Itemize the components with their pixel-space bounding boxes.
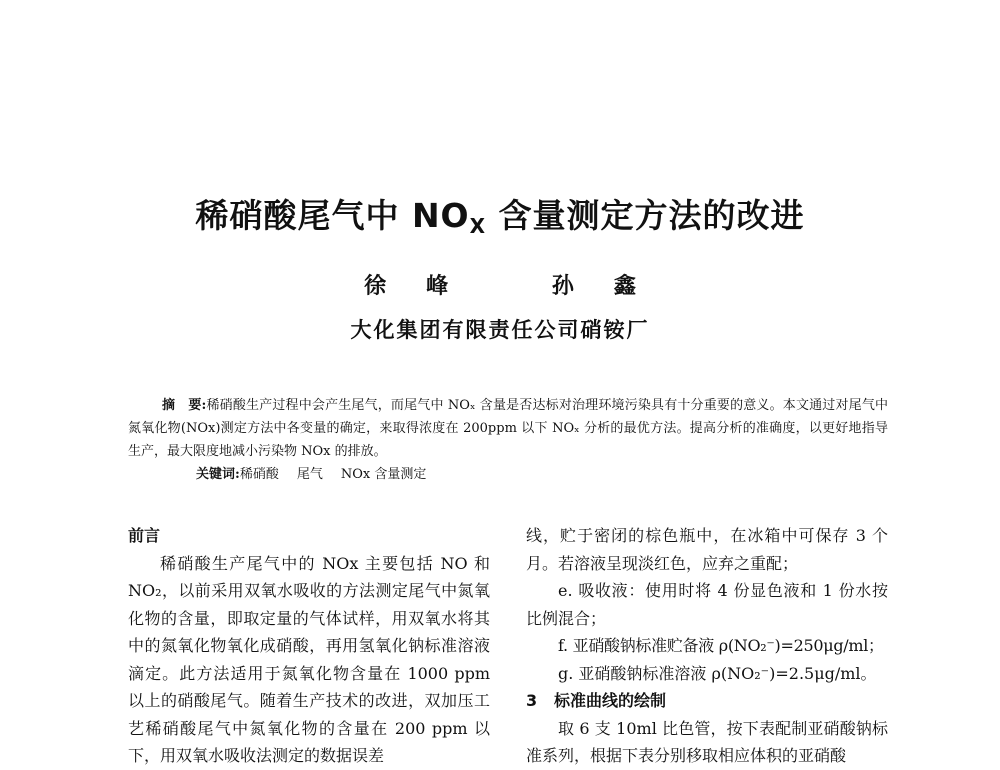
title-subscript: X [469, 214, 487, 238]
authors [0, 272, 1000, 300]
keyword-3: NOx 含量测定 [340, 467, 427, 482]
abstract-text: 稀硝酸生产过程中会产生尾气，而尾气中 NOₓ 含量是否达标对治理环境污染具有十分重要的意义。本文通过对尾气中氮氧化物(NOx)测定方法中各变量的确定，来取得浓度在 200ppm 以下 NOₓ 分析的最优方法。提高分析的准确度，以更好地指导生产，最大限度地减小污染物 NOx 的排放。 [128, 398, 888, 459]
author-2: 孙鑫 [551, 273, 676, 299]
abstract-label: 摘 要: [162, 398, 207, 413]
list-item-e: e. 吸收液：使用时将 4 份显色液和 1 份水按比例混合； [526, 581, 888, 628]
affiliation: 大化集团有限责任公司硝铵厂 [350, 317, 650, 342]
section-3-paragraph: 取 6 支 10ml 比色管，按下表配制亚硝酸钠标准系列，根据下表分别移取相应体积的亚硝酸 [526, 718, 888, 765]
left-column [128, 522, 490, 770]
author-1: 徐峰 [364, 273, 489, 299]
section-heading-3 [526, 687, 888, 715]
right-para-1: 线，贮于密闭的棕色瓶中，在冰箱中可保存 3 个月。若溶液呈现淡红色，应弃之重配； [526, 526, 888, 573]
keyword-2: 尾气 [296, 467, 323, 482]
list-item-f: f. 亚硝酸钠标准贮备液 ρ(NO₂⁻)=250μg/ml； [558, 636, 884, 655]
title-rest: 含量测定方法的改进 [486, 196, 805, 235]
keyword-1: 稀硝酸 [239, 467, 279, 482]
right-column [526, 522, 888, 770]
keywords [162, 463, 888, 486]
title-main: 稀硝酸尾气中 NO [195, 196, 470, 235]
keywords-label: 关键词: [196, 467, 240, 482]
preface-paragraph: 稀硝酸生产尾气中的 NOx 主要包括 NO 和 NO₂，以前采用双氧水吸收的方法测定尾气中氮氧化物的含量，即取定量的气体试样，用双氧水将其中的氮氧化物氧化成硝酸，再用氢氧化钠标准溶液滴定。此方法适用于氮氧化物含量在 1000 ppm 以上的硝酸尾气。随着生产技术的改进，双加压工艺稀硝酸尾气中氮氧化物的含量在 200 ppm 以下，用双氧水吸收法测定的数据误差 [128, 553, 490, 765]
abstract [128, 394, 888, 486]
section-number: 3 [526, 691, 538, 710]
list-item-g: g. 亚硝酸钠标准溶液 ρ(NO₂⁻)=2.5μg/ml。 [558, 663, 877, 683]
section-title: 标准曲线的绘制 [554, 691, 667, 710]
paper-title [0, 196, 1000, 246]
section-heading-preface: 前言 [128, 526, 161, 545]
